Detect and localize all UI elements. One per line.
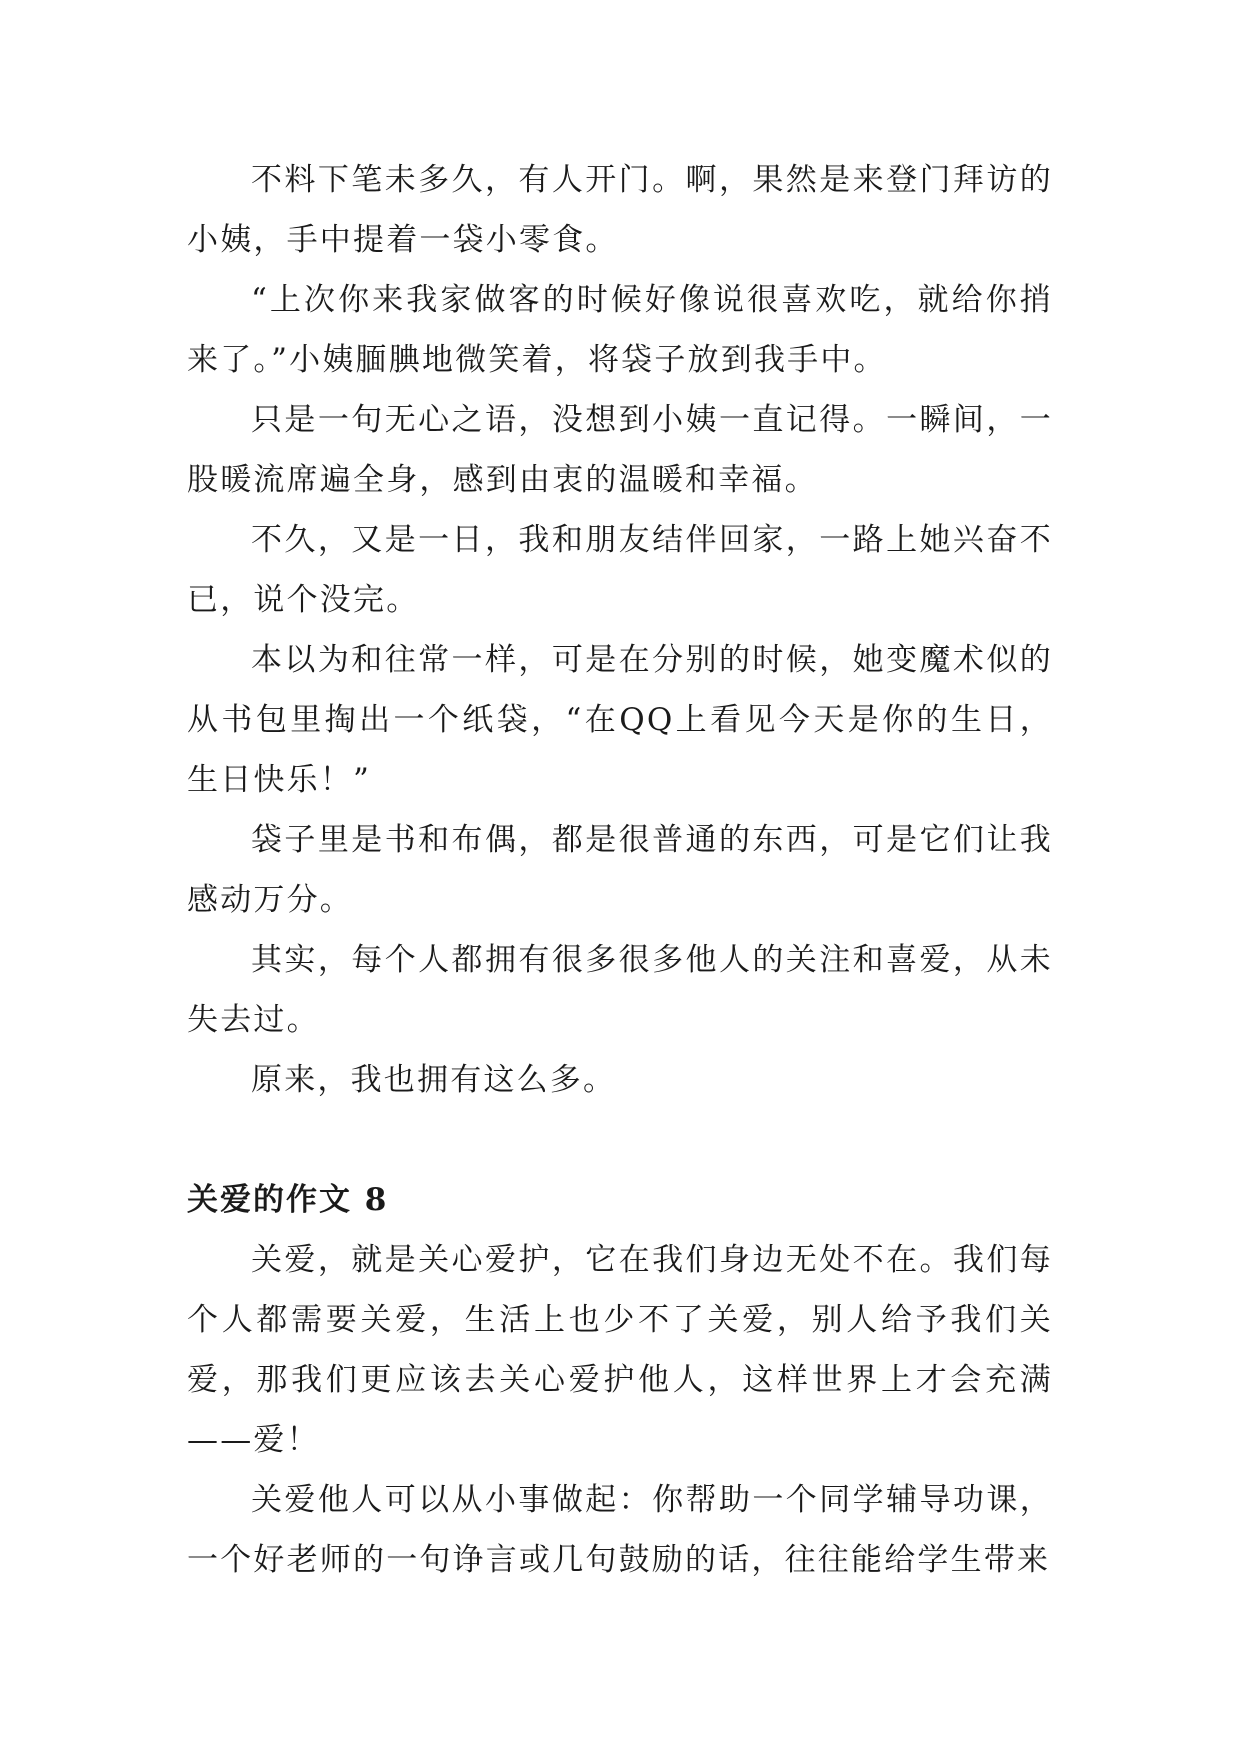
- paragraph: 袋子里是书和布偶，都是很普通的东西，可是它们让我感动万分。: [187, 822, 1053, 918]
- paragraph: 关爱，就是关心爱护，它在我们身边无处不在。我们每个人都需要关爱，生活上也少不了关爱，别人给予我们关爱，那我们更应该去关心爱护他人，这样世界上才会充满——爱！: [187, 1242, 1053, 1458]
- paragraph: “上次你来我家做客的时候好像说很喜欢吃，就给你捎来了。”小姨腼腆地微笑着，将袋子放到我手中。: [187, 282, 1053, 378]
- paragraph: 不久，又是一日，我和朋友结伴回家，一路上她兴奋不已，说个没完。: [187, 522, 1053, 618]
- document-page: [187, 150, 1053, 1590]
- paragraph: 关爱他人可以从小事做起：你帮助一个同学辅导功课，一个好老师的一句诤言或几句鼓励的话，往往能给学生带来: [187, 1482, 1053, 1578]
- paragraph: 原来，我也拥有这么多。: [251, 1062, 617, 1098]
- section-title: 关爱的作文 8: [187, 1182, 389, 1218]
- paragraph: 不料下笔未多久，有人开门。啊，果然是来登门拜访的小姨，手中提着一袋小零食。: [187, 162, 1053, 258]
- paragraph: 本以为和往常一样，可是在分别的时候，她变魔术似的从书包里掏出一个纸袋，“在QQ上看见今天是你的生日，生日快乐！”: [187, 642, 1053, 798]
- paragraph: 其实，每个人都拥有很多很多他人的关注和喜爱，从未失去过。: [187, 942, 1053, 1038]
- paragraph: 只是一句无心之语，没想到小姨一直记得。一瞬间，一股暖流席遍全身，感到由衷的温暖和幸福。: [187, 402, 1053, 498]
